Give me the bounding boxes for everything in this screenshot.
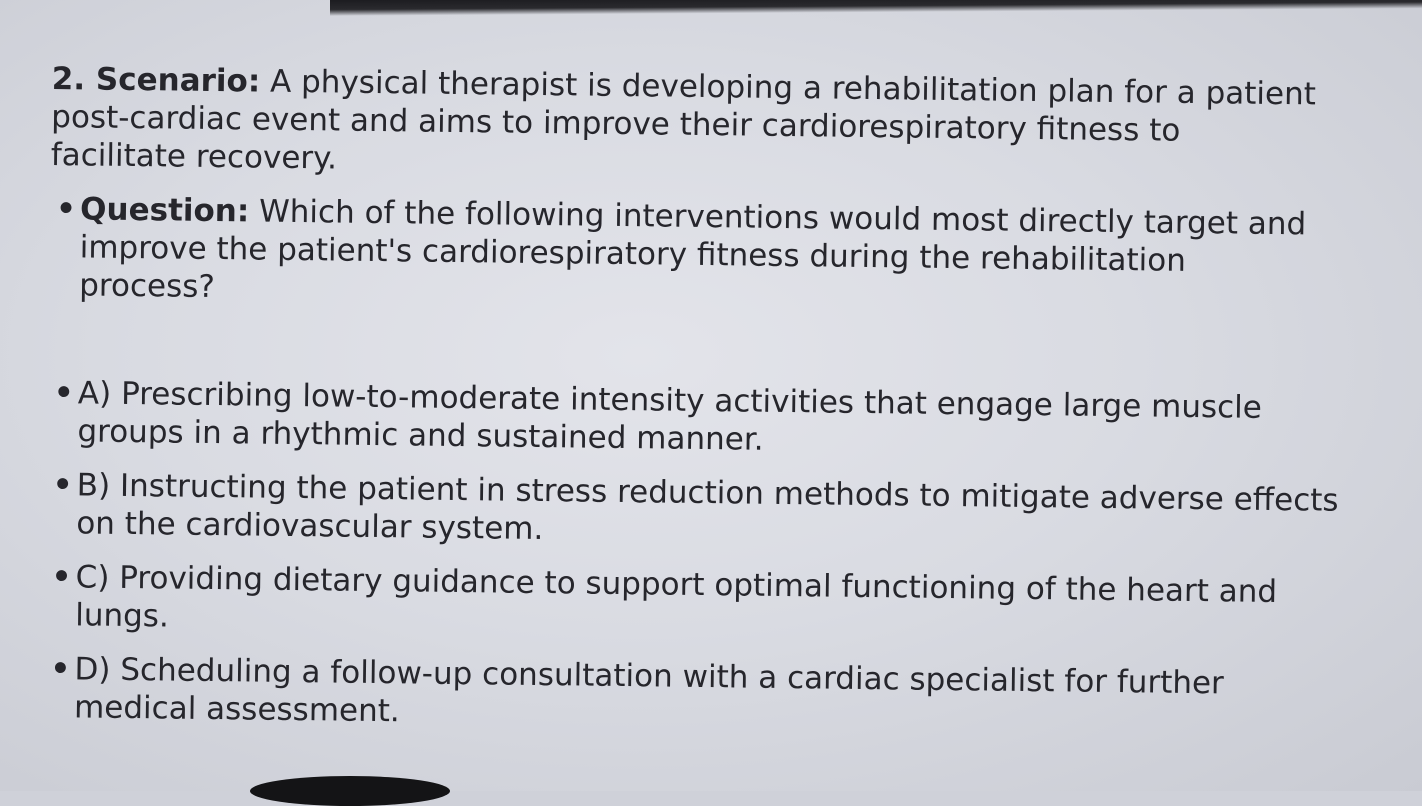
question-label: Question: xyxy=(79,191,250,230)
option-b-text: B) Instructing the patient in stress reduction methods to mitigate adverse effects on the cardiovascular system. xyxy=(76,467,1339,548)
bullet-icon: • xyxy=(50,651,71,688)
option-d xyxy=(44,650,1355,742)
option-c-text: C) Providing dietary guidance to support optimal functioning of the heart and lungs. xyxy=(74,559,1278,635)
bullet-icon: • xyxy=(51,559,72,596)
bullet-icon: • xyxy=(53,375,74,412)
foreground-shadow xyxy=(250,776,450,806)
bullet-icon: • xyxy=(52,467,73,504)
question-item xyxy=(49,190,1360,320)
option-a-text: A) Prescribing low-to-moderate intensity activities that engage large muscle groups in a rhythmic and sustained manner. xyxy=(77,375,1263,458)
option-a xyxy=(47,374,1358,466)
scenario-paragraph xyxy=(51,60,1362,190)
option-d-text: D) Scheduling a follow-up consultation with a cardiac specialist for further medical assessment. xyxy=(73,651,1225,730)
question-slide xyxy=(44,60,1362,758)
scenario-label: 2. Scenario: xyxy=(51,60,261,100)
bullet-icon: • xyxy=(55,191,77,228)
question-text: Which of the following interventions would most directly target and improve the patient's cardiorespiratory fitness during the rehabilitation process? xyxy=(79,193,1307,306)
option-b xyxy=(46,466,1357,558)
option-c xyxy=(45,558,1356,650)
scenario-text: A physical therapist is developing a rehabilitation plan for a patient post-cardiac event and aims to improve their cardiorespiratory fitness to facilitate recovery. xyxy=(50,63,1317,177)
